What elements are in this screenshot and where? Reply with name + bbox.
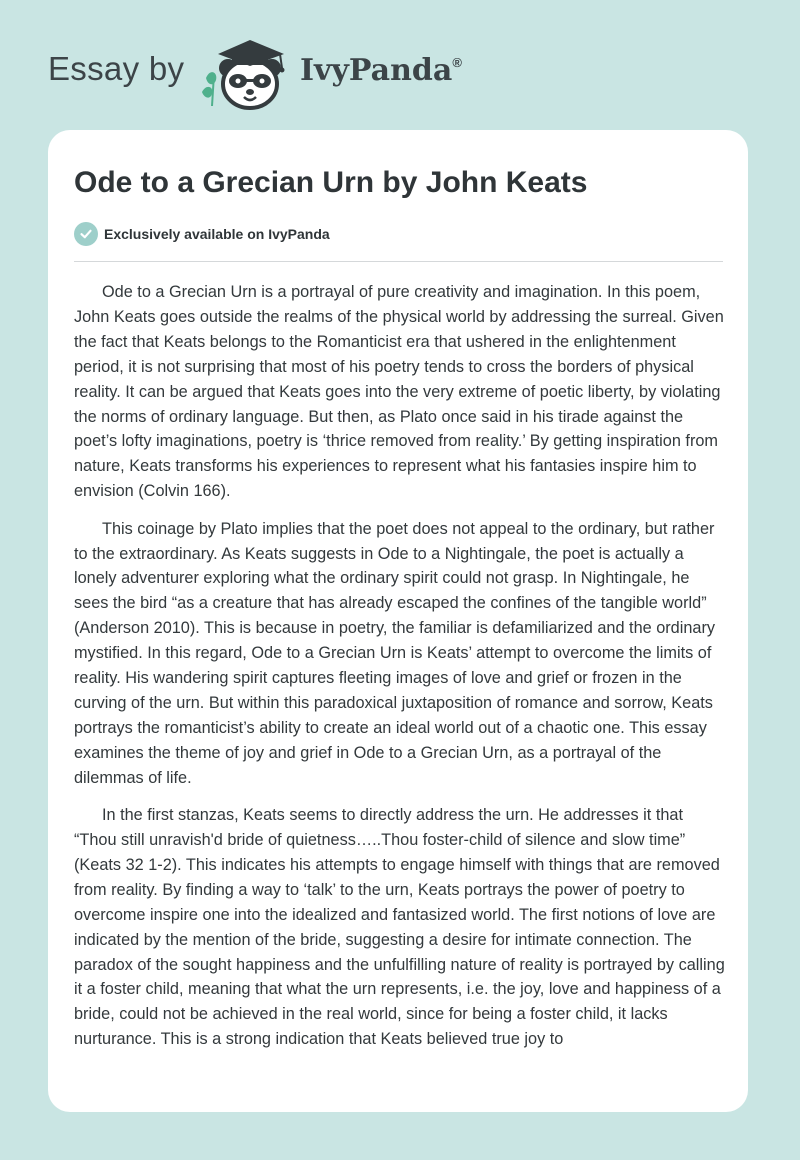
- essay-by-label: Essay by: [48, 50, 185, 87]
- exclusive-badge: [74, 222, 330, 246]
- registered-mark: ®: [452, 55, 462, 70]
- site-header: [0, 0, 800, 130]
- brand-label: IvyPanda: [300, 53, 453, 88]
- check-circle-icon: [74, 222, 98, 246]
- brand-name[interactable]: [300, 53, 462, 88]
- essay-body: [74, 280, 726, 1065]
- paragraph: Ode to a Grecian Urn is a portrayal of pure creativity and imagination. In this poem, John Keats goes outside the realms of the physical world by addressing the surreal. Given the fact that Keats belongs to the Romanticist era that ushered in the enlightenment period, it is not surprising that most of his poetry tends to cross the borders of physical reality. It can be argued that Keats goes into the very extreme of poetic liberty, by violating the norms of ordinary language. But then, as Plato once said in his tirade against the poet’s lofty imaginations, poetry is ‘thrice removed from reality.’ By getting inspiration from nature, Keats transforms his experiences to represent what his fantasies inspire him to envision (Colvin 166).: [74, 283, 724, 501]
- panda-logo-icon: [200, 34, 294, 110]
- exclusive-label: Exclusively available on IvyPanda: [104, 226, 330, 242]
- essay-card: [48, 130, 748, 1112]
- paragraph: This coinage by Plato implies that the poet does not appeal to the ordinary, but rather to the extraordinary. As Keats suggests in Ode to a Nightingale, the poet is actually a lonely adventurer exploring what the ordinary spirit could not grasp. In Nightingale, he sees the bird “as a creature that has already escaped the confines of the tangible world” (Anderson 2010). This is because in poetry, the familiar is defamiliarized and the ordinary mystified. In this regard, Ode to a Grecian Urn is Keats’ attempt to overcome the limits of reality. His wandering spirit captures fleeting images of love and grief or frozen in the curving of the urn. But within this paradoxical juxtaposition of romance and sorrow, Keats portrays the romanticist’s ability to create an ideal world out of a chaotic one. This essay examines the theme of joy and grief in Ode to a Grecian Urn, as a portrayal of the dilemmas of life.: [74, 519, 716, 787]
- divider: [74, 261, 723, 262]
- page-title: Ode to a Grecian Urn by John Keats: [74, 166, 588, 199]
- paragraph: In the first stanzas, Keats seems to directly address the urn. He addresses it that “Thou still unravish'd bride of quietness…..Thou foster-child of silence and slow time” (Keats 32 1-2). This indicates his attempts to engage himself with things that are removed from reality. By finding a way to ‘talk’ to the urn, Keats portrays the power of poetry to overcome inspire one into the idealized and fantasized world. The first notions of love are indicated by the mention of the bride, suggesting a desire for intimate connection. The paradox of the sought happiness and the unfulfilling nature of reality is portrayed by calling it a foster child, meaning that what the urn represents, i.e. the joy, love and happiness of a bride, could not be achieved in the real world, since for being a foster child, it lacks nurturance. This is a strong indication that Keats believed true joy to: [74, 806, 725, 1049]
